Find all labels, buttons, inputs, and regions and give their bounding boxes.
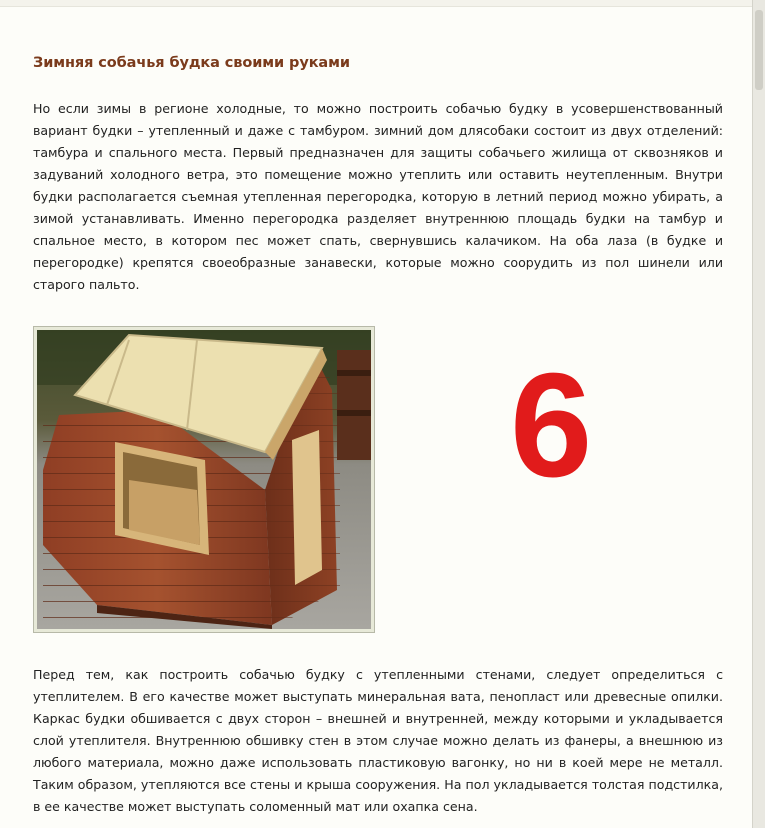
article-title: Зимняя собачья будка своими руками bbox=[33, 55, 350, 71]
doghouse-illustration bbox=[37, 330, 371, 629]
article-paragraph-1: Но если зимы в регионе холодные, то можно построить собачью будку в усовершенствованный вариант будки – утепленный и даже с тамбуром. зимний дом длясобаки состоит из двух отделений: тамбура и спального места. Первый предназначен для защиты собачьего жилища от сквозняков и задуваний холодного ветра, это помещение можно утеплить или оставить неутепленным. Внутри будки располагается съемная утепленная перегородка, которую в летний период можно убирать, а зимой устанавливать. Именно перегородка разделяет внутреннюю площадь будки на тамбур и спальное место, в котором пес может спать, свернувшись калачиком. На оба лаза (в будке и перегородке) крепятся своеобразные занавески, которые можно соорудить из пол шинели или старого пальто. bbox=[33, 101, 723, 292]
scrollbar-thumb[interactable] bbox=[755, 10, 763, 90]
scrollbar[interactable] bbox=[752, 0, 765, 828]
top-border bbox=[0, 0, 752, 7]
article-paragraph-2: Перед тем, как построить собачью будку с утепленными стенами, следует определиться с утеплителем. В его качестве может выступать минеральная вата, пенопласт или древесные опилки. Каркас будки обшивается с двух сторон – внешней и внутренней, между которыми и укладывается слой утеплителя. Внутреннюю обшивку стен в этом случае можно делать из фанеры, а внешнюю из любого материала, можно даже использовать пластиковую вагонку, но ни в коей мере не металл. Таким образом, утепляются все стены и крыша сооружения. На пол укладывается толстая подстилка, в ее качестве может выступать соломенный мат или охапка сена. bbox=[33, 667, 723, 814]
doghouse-photo bbox=[33, 326, 375, 633]
slide-number: 6 bbox=[510, 343, 593, 508]
